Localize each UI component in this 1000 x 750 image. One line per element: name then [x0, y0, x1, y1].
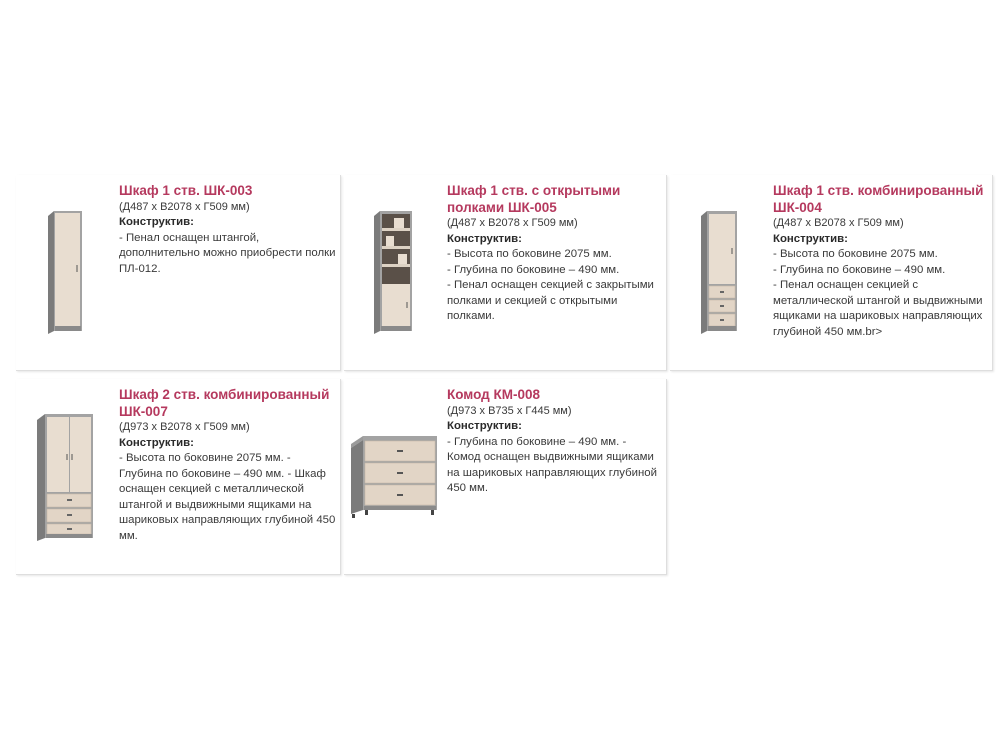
- product-dimensions: (Д973 х В735 х Г445 мм): [447, 404, 572, 417]
- product-dimensions: (Д487 х В2078 х Г509 мм): [119, 200, 250, 213]
- product-card-shk-003[interactable]: [16, 175, 341, 371]
- double-wardrobe-icon: [35, 412, 97, 542]
- spec-line: - Пенал оснащен секцией с металлической штангой и выдвижными ящиками на шариковых направляющих глубиной 450 мм.br>: [773, 279, 983, 338]
- product-image[interactable]: [16, 175, 116, 370]
- construct-label: Конструктив:: [447, 420, 522, 432]
- product-title[interactable]: Шкаф 1 ств. с открытыми полками ШК-005: [447, 183, 621, 215]
- spec-line: - Пенал оснащен штангой, дополнительно можно приобрести полки ПЛ-012.: [119, 231, 336, 275]
- wardrobe-single-door-icon: [46, 210, 86, 335]
- product-title[interactable]: Шкаф 1 ств. ШК-003: [119, 183, 253, 198]
- product-card-shk-005[interactable]: [344, 175, 667, 371]
- product-image[interactable]: [344, 379, 444, 574]
- construct-label: Конструктив:: [119, 436, 194, 449]
- product-title[interactable]: Комод КМ-008: [447, 387, 541, 402]
- product-card-shk-004[interactable]: [670, 175, 993, 371]
- spec-line: - Глубина по боковине – 490 мм.: [447, 263, 620, 276]
- product-title[interactable]: Шкаф 1 ств. комбинированный ШК-004: [773, 183, 984, 215]
- construct-label: Конструктив:: [773, 232, 848, 245]
- construct-label: Конструктив:: [447, 232, 522, 245]
- product-dimensions: (Д487 х В2078 х Г509 мм): [773, 217, 904, 229]
- spec-line: - Высота по боковине 2075 мм.: [447, 248, 612, 260]
- chest-of-drawers-icon: [349, 434, 439, 519]
- spec-line: - Высота по боковине 2075 мм. - Глубина по боковине – 490 мм. - Шкаф оснащен секцией с металлической штангой и выдвижными ящиками на шариковых направляющих глубиной 450 мм.: [119, 452, 336, 542]
- spec-line: - Пенал оснащен секцией с закрытыми полками и секцией с открытыми полками.: [447, 279, 654, 322]
- wardrobe-with-drawers-icon: [699, 210, 741, 335]
- spec-line: - Глубина по боковине – 490 мм.: [773, 263, 946, 276]
- product-title[interactable]: Шкаф 2 ств. комбинированный ШК-007: [119, 387, 330, 419]
- product-card-km-008[interactable]: [344, 379, 667, 575]
- product-image[interactable]: [344, 175, 444, 370]
- product-image[interactable]: [670, 175, 770, 370]
- product-dimensions: (Д973 х В2078 х Г509 мм): [119, 421, 250, 433]
- product-dimensions: (Д487 х В2078 х Г509 мм): [447, 217, 578, 229]
- construct-label: Конструктив:: [119, 216, 194, 228]
- product-card-shk-007[interactable]: [16, 379, 341, 575]
- cabinet-open-shelves-icon: [372, 210, 416, 335]
- product-image[interactable]: [16, 379, 116, 574]
- spec-line: - Глубина по боковине – 490 мм. - Комод оснащен выдвижными ящиками на шариковых направляющих глубиной 450 мм.: [447, 435, 657, 494]
- spec-line: - Высота по боковине 2075 мм.: [773, 248, 938, 260]
